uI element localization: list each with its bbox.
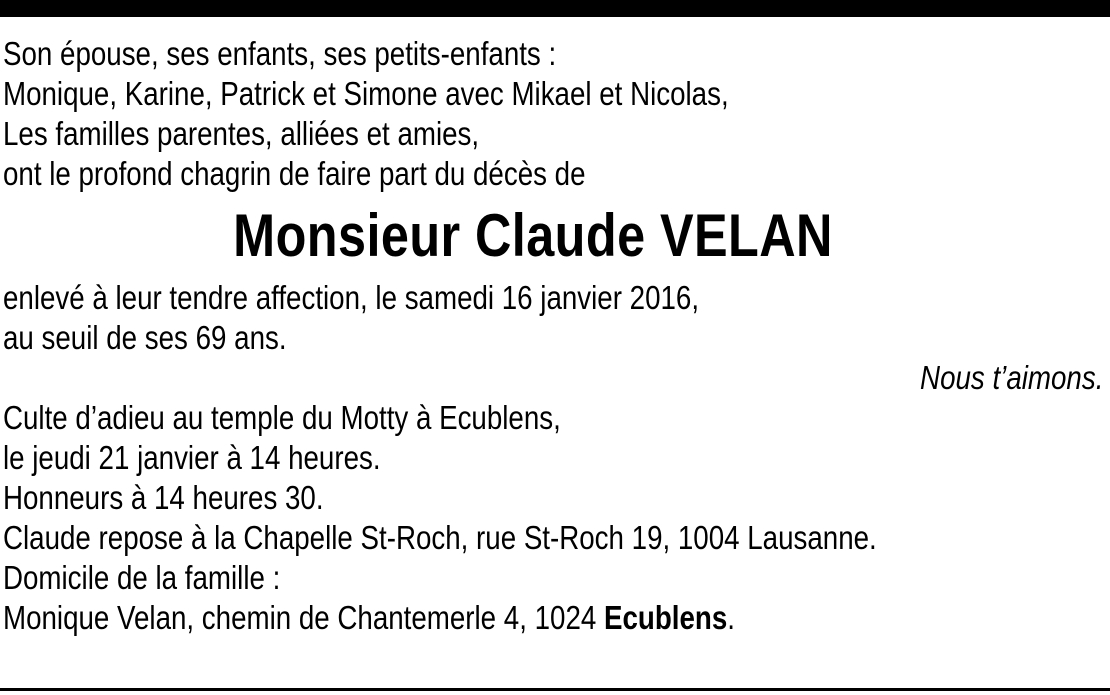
death-line: au seuil de ses 69 ans. bbox=[3, 319, 287, 356]
ceremony-line: Honneurs à 14 heures 30. bbox=[3, 479, 324, 516]
deceased-name: Monsieur Claude VELAN bbox=[233, 202, 833, 269]
top-rule bbox=[0, 0, 1110, 17]
address-prefix: Monique Velan, chemin de Chantemerle 4, 1024 bbox=[3, 599, 604, 636]
family-address bbox=[3, 598, 1103, 638]
address-town: Ecublens bbox=[603, 599, 728, 636]
intro-line: ont le profond chagrin de faire part du décès de bbox=[3, 155, 586, 192]
ceremony-line: le jeudi 21 janvier à 14 heures. bbox=[3, 439, 381, 476]
address-suffix: . bbox=[727, 599, 735, 636]
bottom-rule bbox=[0, 688, 1110, 691]
intro-line: Les familles parentes, alliées et amies, bbox=[3, 115, 480, 152]
intro-line: Monique, Karine, Patrick et Simone avec Mikael et Nicolas, bbox=[3, 75, 729, 112]
death-line: enlevé à leur tendre affection, le samedi 16 janvier 2016, bbox=[3, 279, 700, 316]
ceremony-line: Claude repose à la Chapelle St-Roch, rue St-Roch 19, 1004 Lausanne. bbox=[3, 519, 877, 556]
ceremony-line: Culte d’adieu au temple du Motty à Ecublens, bbox=[3, 399, 561, 436]
intro-line: Son épouse, ses enfants, ses petits-enfants : bbox=[3, 35, 557, 72]
obituary-notice bbox=[3, 34, 1103, 638]
ceremony-line: Domicile de la famille : bbox=[3, 559, 281, 596]
dedication: Nous t’aimons. bbox=[920, 359, 1104, 396]
